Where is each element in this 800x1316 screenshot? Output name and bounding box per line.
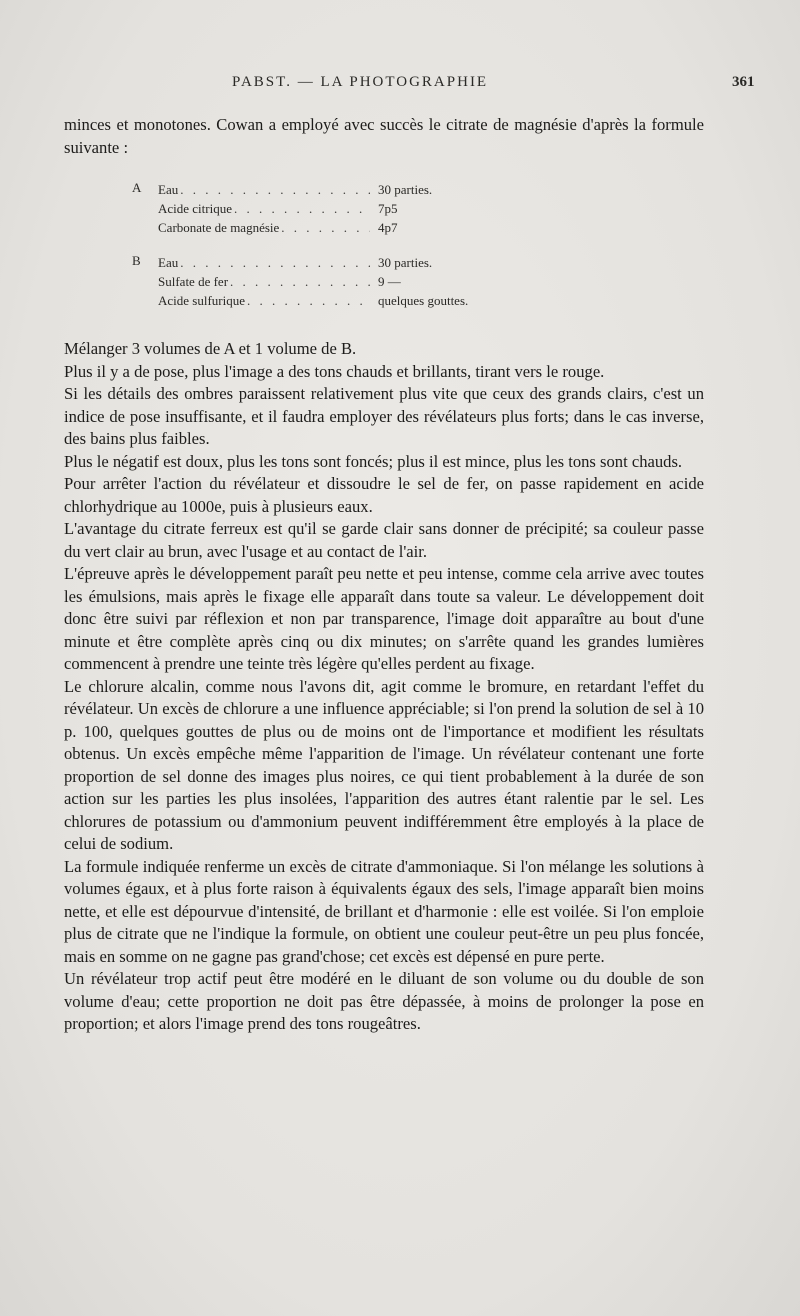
ingredient-name: Carbonate de magnésie xyxy=(158,220,280,235)
ingredient-quantity: 7p5 xyxy=(378,201,398,216)
ingredient-quantity: 4p7 xyxy=(378,220,398,235)
dot-leader xyxy=(245,291,370,310)
page-number: 361 xyxy=(732,74,755,90)
paragraph: Le chlorure alcalin, comme nous l'avons dit, agit comme le bromure, en retardant l'effet du révélateur. Un excès de chlorure a une influence appréciable; si l'on prend la solution de sel à 10 p. 100, quelques gouttes de plus ou de moins ont de l'importance et modifient les résultats obtenus. Un excès empêche même l'apparition de l'image. Un révélateur contenant une forte proportion de sel donne des images plus noires, ce qui tient probablement à la durée de son action sur les parties les plus insolées, l'apparition des autres étant ralentie par le sel. Les chlorures de potassium ou d'ammonium peuvent indifféremment être employés à la place de celui de sodium. xyxy=(64,676,704,853)
formula-b xyxy=(158,253,498,310)
paragraph: Plus le négatif est doux, plus les tons sont foncés; plus il est mince, plus les tons sont chauds. xyxy=(64,451,683,471)
ingredient-quantity: quelques gouttes. xyxy=(378,293,469,308)
ingredient-name: Acide sulfurique xyxy=(158,293,246,308)
formula-row xyxy=(158,291,498,310)
ingredient-quantity: 30 parties. xyxy=(378,182,433,197)
body-text xyxy=(64,338,704,1036)
paragraph: Pour arrêter l'action du révélateur et dissoudre le sel de fer, on passe rapidement en acide chlorhydrique au 1000e, puis à plusieurs eaux. xyxy=(64,474,704,516)
paragraph: La formule indiquée renferme un excès de citrate d'ammoniaque. Si l'on mélange les solutions à volumes égaux, et à plus forte raison à équivalents égaux des sels, l'image apparaît bien moins nette, et elle est dépourvue d'intensité, de brillant et d'harmonie : elle est voilée. Si l'on emploie plus de citrate que ne l'indique la formule, on obtient une couleur peut-être un peu plus foncée, mais en somme on ne gagne pas grand'chose; cet excès est dépensé en pure perte. xyxy=(64,856,704,966)
formula-a xyxy=(158,180,498,237)
formula-row xyxy=(158,180,498,199)
intro-text: minces et monotones. Cowan a employé avec succès le citrate de magnésie d'après la formule suivante : xyxy=(64,115,704,157)
dot-leader xyxy=(228,272,370,291)
formula-row xyxy=(158,218,498,237)
formula-row xyxy=(158,272,498,291)
ingredient-name: Eau xyxy=(158,255,179,270)
ingredient-quantity: 9 — xyxy=(378,274,401,289)
ingredient-quantity: 30 parties. xyxy=(378,255,433,270)
paragraph-mix-instruction: Mélanger 3 volumes de A et 1 volume de B. xyxy=(64,339,357,358)
formula-row xyxy=(158,199,498,218)
dot-leader xyxy=(178,253,370,272)
ingredient-name: Acide citrique xyxy=(158,201,232,216)
ingredient-name: Sulfate de fer xyxy=(158,274,229,289)
dot-leader xyxy=(279,218,370,237)
formula-row xyxy=(158,253,498,272)
paragraph: L'épreuve après le développement paraît peu nette et peu intense, comme cela arrive avec toutes les émulsions, mais après le fixage elle apparaît dans toute sa valeur. Le développement doit donc être suivi par réflexion et non par transparence, l'image doit apparaître au bout d'une minute et être complète après cinq ou dix minutes; on s'arrête quand les grandes lumières commencent à prendre une teinte très légère qu'elles perdent au fixage. xyxy=(64,564,704,673)
dot-leader xyxy=(232,199,370,218)
paragraph: Un révélateur trop actif peut être modéré en le diluant de son volume ou du double de son volume d'eau; cette proportion ne doit pas être dépassée, à moins de prolonger la pose en proportion; et alors l'image prend des tons rougeâtres. xyxy=(64,969,704,1033)
paragraph: Plus il y a de pose, plus l'image a des tons chauds et brillants, tirant vers le rouge. xyxy=(64,361,605,381)
formula-b-label: B xyxy=(132,253,141,268)
paragraph: L'avantage du citrate ferreux est qu'il se garde clair sans donner de précipité; sa couleur passe du vert clair au brun, avec l'usage et au contact de l'air. xyxy=(64,519,704,561)
running-head: PABST. — LA PHOTOGRAPHIE xyxy=(232,74,489,90)
dot-leader xyxy=(178,180,370,199)
ingredient-name: Eau xyxy=(158,182,179,197)
paragraph: Si les détails des ombres paraissent relativement plus vite que ceux des grands clairs, c'est un indice de pose insuffisante, et il faudra employer des révélateurs plus forts; dans le cas inverse, des bains plus faibles. xyxy=(64,384,704,448)
formula-a-label: A xyxy=(132,180,142,195)
intro-paragraph xyxy=(64,114,704,159)
